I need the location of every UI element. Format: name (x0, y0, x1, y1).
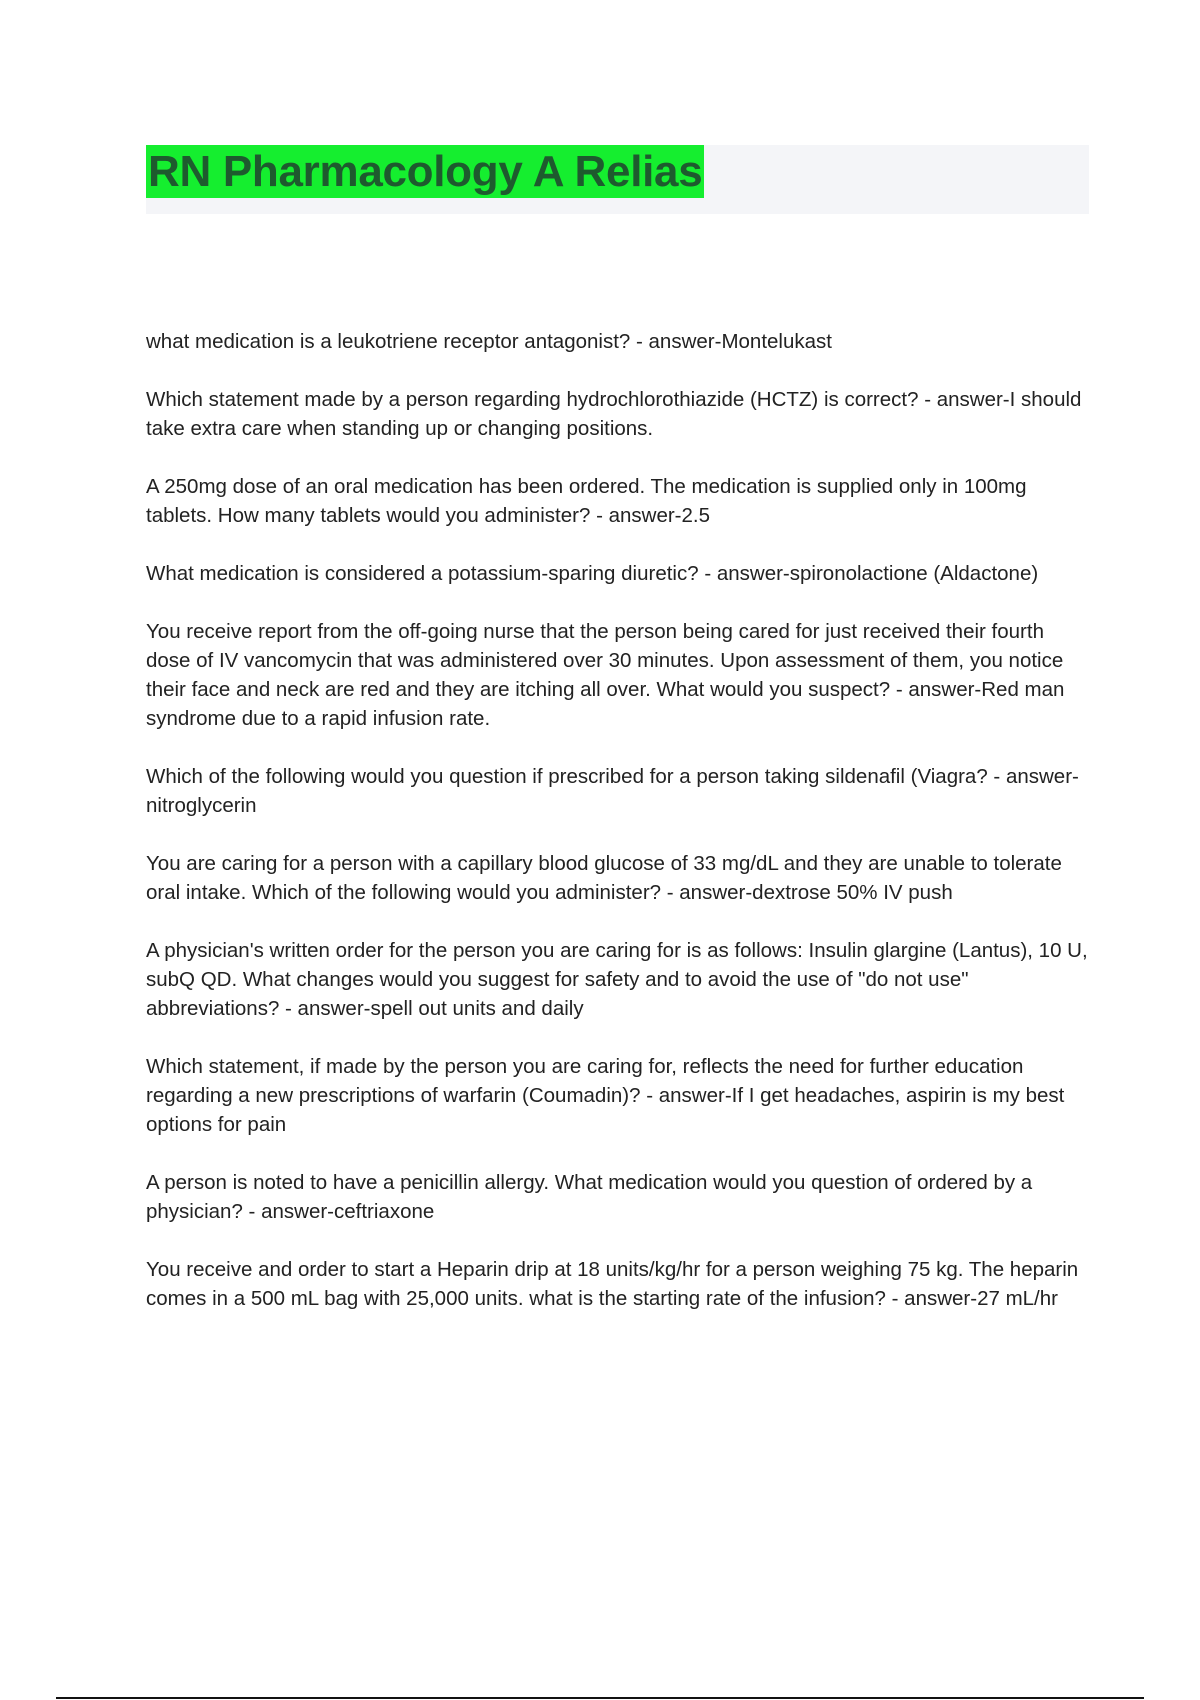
qa-item: You receive and order to start a Heparin drip at 18 units/kg/hr for a person weighing 75 kg. The heparin comes in a 500 mL bag with 25,000 units. what is the starting rate of the infusion? - answer-27 mL/hr (146, 1258, 1079, 1310)
page-title: RN Pharmacology A Relias (148, 147, 703, 196)
qa-item: what medication is a leukotriene receptor antagonist? - answer-Montelukast (146, 330, 832, 353)
qa-item: A person is noted to have a penicillin allergy. What medication would you question of ordered by a physician? - answer-ceftriaxone (146, 1171, 1033, 1223)
qa-item: Which of the following would you question if prescribed for a person taking sildenafil (Viagra? - answer-nitroglycerin (146, 765, 1079, 817)
qa-item: You are caring for a person with a capillary blood glucose of 33 mg/dL and they are unable to tolerate oral intake. Which of the following would you administer? - answer-dextrose 50% IV push (146, 852, 1062, 904)
qa-list (146, 327, 1091, 1342)
qa-item: You receive report from the off-going nurse that the person being cared for just received their fourth dose of IV vancomycin that was administered over 30 minutes. Upon assessment of them, you notice their face and neck are red and they are itching all over. What would you suspect? - answer-Red man syndrome due to a rapid infusion rate. (146, 620, 1065, 730)
qa-item: Which statement, if made by the person you are caring for, reflects the need for further education regarding a new prescriptions of warfarin (Coumadin)? - answer-If I get headaches, aspirin is my best options for pain (146, 1055, 1065, 1136)
qa-item: What medication is considered a potassium-sparing diuretic? - answer-spironolactione (Aldactone) (146, 562, 1039, 585)
footer-divider (56, 1697, 1144, 1699)
qa-item: A 250mg dose of an oral medication has been ordered. The medication is supplied only in 100mg tablets. How many tablets would you administer? - answer-2.5 (146, 475, 1027, 527)
qa-item: A physician's written order for the person you are caring for is as follows: Insulin glargine (Lantus), 10 U, subQ QD. What changes would you suggest for safety and to avoid the use of "do not use" abbreviations? - answer-spell out units and daily (146, 939, 1088, 1020)
title-band (146, 145, 1089, 214)
qa-item: Which statement made by a person regarding hydrochlorothiazide (HCTZ) is correct? - answer-I should take extra care when standing up or changing positions. (146, 388, 1082, 440)
